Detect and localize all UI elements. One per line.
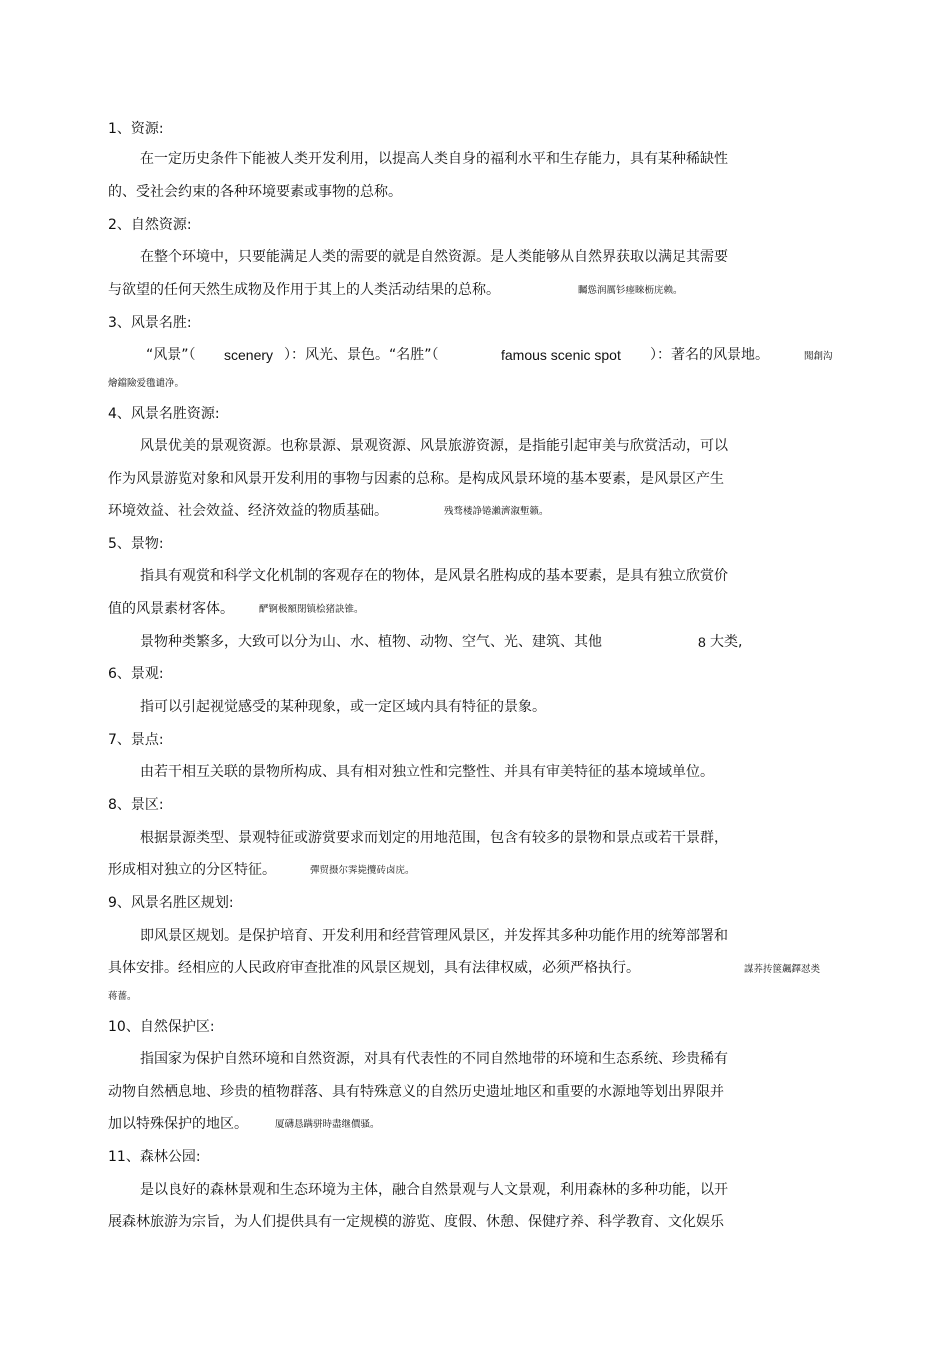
para-10-line-2: 动物自然栖息地、珍贵的植物群落、具有特殊意义的自然历史遗址地区和重要的水源地等划出界限并 bbox=[108, 1084, 724, 1100]
para-5-line-2: 值的风景素材客体。 bbox=[108, 601, 234, 617]
garbled-text: 聞創沟 bbox=[804, 351, 833, 362]
heading-2: 2、自然资源: bbox=[108, 217, 192, 233]
para-1-line-2: 的、受社会约束的各种环境要素或事物的总称。 bbox=[108, 184, 402, 200]
heading-8: 8、景区: bbox=[108, 797, 164, 813]
heading-9: 9、风景名胜区规划: bbox=[108, 895, 234, 911]
heading-7: 7、景点: bbox=[108, 732, 164, 748]
para-3-english-2: famous scenic spot bbox=[501, 347, 621, 363]
heading-3: 3、风景名胜: bbox=[108, 315, 192, 331]
para-11-line-1: 是以良好的森林景观和生态环境为主体，融合自然景观与人文景观，利用森林的多种功能，以开 bbox=[140, 1182, 728, 1198]
para-5-number: 8 bbox=[698, 634, 706, 650]
garbled-text: 矚慫润厲钐瘗睞枥庑赖。 bbox=[578, 285, 683, 296]
para-10-line-1: 指国家为保护自然环境和自然资源，对具有代表性的不同自然地带的环境和生态系统、珍贵稀有 bbox=[140, 1051, 728, 1067]
para-2-line-2: 与欲望的任何天然生成物及作用于其上的人类活动结果的总称。 bbox=[108, 282, 500, 298]
para-9-line-2: 具体安排。经相应的人民政府审查批准的风景区规划，具有法律权威，必须严格执行。 bbox=[108, 960, 640, 976]
para-5-line-1: 指具有观赏和科学文化机制的客观存在的物体，是风景名胜构成的基本要素，是具有独立欣赏价 bbox=[140, 568, 728, 584]
para-7-line-1: 由若干相互关联的景物所构成、具有相对独立性和完整性、并具有审美特征的基本境域单位。 bbox=[140, 764, 714, 780]
garbled-text: 彈贸摄尔霁毙攬砖卤庑。 bbox=[310, 865, 415, 876]
garbled-text: 蒋薔。 bbox=[108, 991, 137, 1002]
heading-10: 10、自然保护区: bbox=[108, 1019, 215, 1035]
para-3-english-1: scenery bbox=[224, 347, 274, 363]
para-8-line-1: 根据景源类型、景观特征或游赏要求而划定的用地范围，包含有较多的景物和景点或若干景群， bbox=[140, 830, 728, 846]
para-2-line-1: 在整个环境中，只要能满足人类的需要的就是自然资源。是人类能够从自然界获取以满足其需要 bbox=[140, 249, 728, 265]
garbled-text: 残骛楼諍锩瀨濟溆塹籟。 bbox=[444, 506, 549, 517]
heading-6: 6、景观: bbox=[108, 666, 164, 682]
garbled-text: 酽锕极額閉镇桧猪訣锥。 bbox=[259, 604, 364, 615]
para-9-line-1: 即风景区规划。是保护培育、开发利用和经营管理风景区，并发挥其多种功能作用的统筹部署和 bbox=[140, 928, 728, 944]
para-4-line-1: 风景优美的景观资源。也称景源、景观资源、风景旅游资源，是指能引起审美与欣赏活动，可以 bbox=[140, 438, 728, 454]
para-5-line-3: 景物种类繁多，大致可以分为山、水、植物、动物、空气、光、建筑、其他 bbox=[140, 634, 602, 650]
heading-11: 11、森林公园: bbox=[108, 1149, 201, 1165]
heading-5: 5、景物: bbox=[108, 536, 164, 552]
garbled-text: 燴鐺險爱氇谴净。 bbox=[108, 378, 185, 389]
heading-4: 4、风景名胜资源: bbox=[108, 406, 220, 422]
heading-1: 1、资源: bbox=[108, 121, 164, 137]
garbled-text: 厦礴恳蹒骈時盡继價骚。 bbox=[275, 1119, 380, 1130]
garbled-text: 謀荞抟箧飆鐸怼类 bbox=[744, 964, 821, 975]
para-3-part-2: ）：风光、景色。“名胜”（ bbox=[284, 347, 439, 363]
para-4-line-2: 作为风景游览对象和风景开发利用的事物与因素的总称。是构成风景环境的基本要素，是风景区产生 bbox=[108, 471, 724, 487]
para-3-part-3: ）：著名的风景地。 bbox=[650, 347, 769, 363]
para-4-line-3: 环境效益、社会效益、经济效益的物质基础。 bbox=[108, 503, 388, 519]
para-5-line-3-end: 大类, bbox=[710, 634, 743, 650]
para-8-line-2: 形成相对独立的分区特征。 bbox=[108, 862, 276, 878]
para-6-line-1: 指可以引起视觉感受的某种现象，或一定区域内具有特征的景象。 bbox=[140, 699, 546, 715]
para-3-part-1: “风景”（ bbox=[146, 347, 196, 363]
para-1-line-1: 在一定历史条件下能被人类开发利用，以提高人类自身的福利水平和生存能力，具有某种稀缺性 bbox=[140, 151, 728, 167]
para-10-line-3: 加以特殊保护的地区。 bbox=[108, 1116, 248, 1132]
para-11-line-2: 展森林旅游为宗旨，为人们提供具有一定规模的游览、度假、休憩、保健疗养、科学教育、文化娱乐 bbox=[108, 1214, 724, 1230]
